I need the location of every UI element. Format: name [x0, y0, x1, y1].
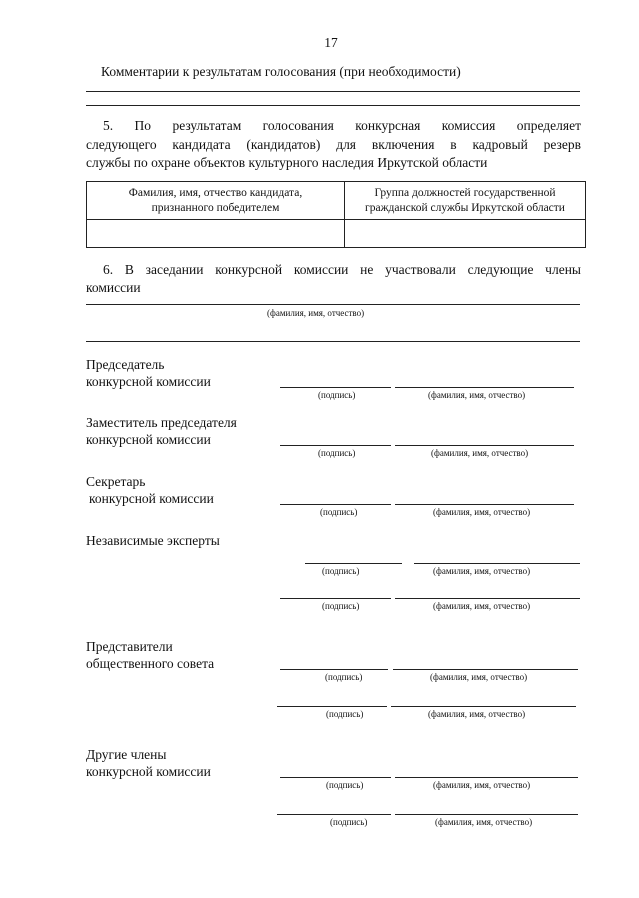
expert-2-signature-caption: (подпись) [322, 601, 360, 611]
other-members-2-signature-caption: (подпись) [330, 817, 368, 827]
expert-1-name-caption: (фамилия, имя, отчество) [433, 566, 531, 576]
public-council-2-name-caption: (фамилия, имя, отчество) [428, 709, 526, 719]
public-council-2-signature-caption: (подпись) [326, 709, 364, 719]
public-council-1-signature-line [280, 669, 388, 670]
absent-members-line-1 [86, 304, 580, 305]
public-council-1-signature-caption: (подпись) [325, 672, 363, 682]
table-header-position-group-line-2: гражданской службы Иркутской области [365, 201, 565, 214]
public-council-2-signature-line [277, 706, 387, 707]
other-members-1-name-line [395, 777, 578, 778]
secretary-name-line [395, 504, 574, 505]
public-council-2-name-line [391, 706, 576, 707]
public-council-1-name-caption: (фамилия, имя, отчество) [430, 672, 528, 682]
deputy-signature-caption: (подпись) [318, 448, 356, 458]
item5-line-3: службы по охране объектов культурного наследия Иркутской области [86, 155, 488, 170]
other-members-label-line-1: Другие члены [86, 747, 167, 762]
expert-1-signature-caption: (подпись) [322, 566, 360, 576]
chairman-signature-line [280, 387, 391, 388]
table-cell-position-group[interactable] [345, 220, 586, 248]
item5-line-1: 5. По результатам голосования конкурсная комиссия определяет [103, 118, 581, 133]
other-members-2-name-caption: (фамилия, имя, отчество) [435, 817, 533, 827]
other-members-2-signature-line [277, 814, 391, 815]
deputy-name-caption: (фамилия, имя, отчество) [431, 448, 529, 458]
comments-line-1 [86, 91, 580, 92]
chairman-label-line-1: Председатель [86, 357, 165, 372]
page-number: 17 [324, 35, 338, 50]
item5-line-2: следующего кандидата (кандидатов) для включения в кадровый резерв [86, 137, 581, 152]
secretary-signature-line [280, 504, 391, 505]
comments-label: Комментарии к результатам голосования (при необходимости) [101, 64, 461, 79]
experts-label: Независимые эксперты [86, 533, 220, 548]
secretary-name-caption: (фамилия, имя, отчество) [433, 507, 531, 517]
expert-2-name-line [395, 598, 580, 599]
table-header-candidate-line-1: Фамилия, имя, отчество кандидата, [128, 186, 303, 199]
absent-members-line-2 [86, 341, 580, 342]
chairman-name-caption: (фамилия, имя, отчество) [428, 390, 526, 400]
item6-line-1: 6. В заседании конкурсной комиссии не участвовали следующие члены [103, 262, 581, 277]
secretary-label-line-2: конкурсной комиссии [89, 491, 214, 506]
table-header-position-group-line-1: Группа должностей государственной [374, 186, 556, 199]
table-header-position-group [345, 182, 586, 220]
deputy-label-line-1: Заместитель председателя [86, 415, 237, 430]
public-council-label-line-2: общественного совета [86, 656, 215, 671]
public-council-1-name-line [393, 669, 578, 670]
deputy-label-line-2: конкурсной комиссии [86, 432, 211, 447]
deputy-signature-line [280, 445, 391, 446]
absent-members-caption: (фамилия, имя, отчество) [267, 308, 365, 318]
candidates-table [86, 181, 586, 248]
chairman-label-line-2: конкурсной комиссии [86, 374, 211, 389]
table-header-candidate [87, 182, 345, 220]
other-members-1-signature-line [280, 777, 391, 778]
chairman-name-line [395, 387, 574, 388]
table-header-candidate-line-2: признанного победителем [151, 201, 280, 214]
other-members-2-name-line [395, 814, 578, 815]
comments-line-2 [86, 105, 580, 106]
expert-1-signature-line [305, 563, 402, 564]
table-header-row [87, 182, 586, 220]
secretary-signature-caption: (подпись) [320, 507, 358, 517]
expert-2-name-caption: (фамилия, имя, отчество) [433, 601, 531, 611]
item6-line-2: комиссии [86, 280, 141, 295]
public-council-label-line-1: Представители [86, 639, 173, 654]
chairman-signature-caption: (подпись) [318, 390, 356, 400]
other-members-label-line-2: конкурсной комиссии [86, 764, 211, 779]
table-row [87, 220, 586, 248]
other-members-1-signature-caption: (подпись) [326, 780, 364, 790]
other-members-1-name-caption: (фамилия, имя, отчество) [433, 780, 531, 790]
deputy-name-line [395, 445, 574, 446]
secretary-label-line-1: Секретарь [86, 474, 146, 489]
expert-2-signature-line [280, 598, 391, 599]
table-cell-candidate[interactable] [87, 220, 345, 248]
expert-1-name-line [414, 563, 580, 564]
